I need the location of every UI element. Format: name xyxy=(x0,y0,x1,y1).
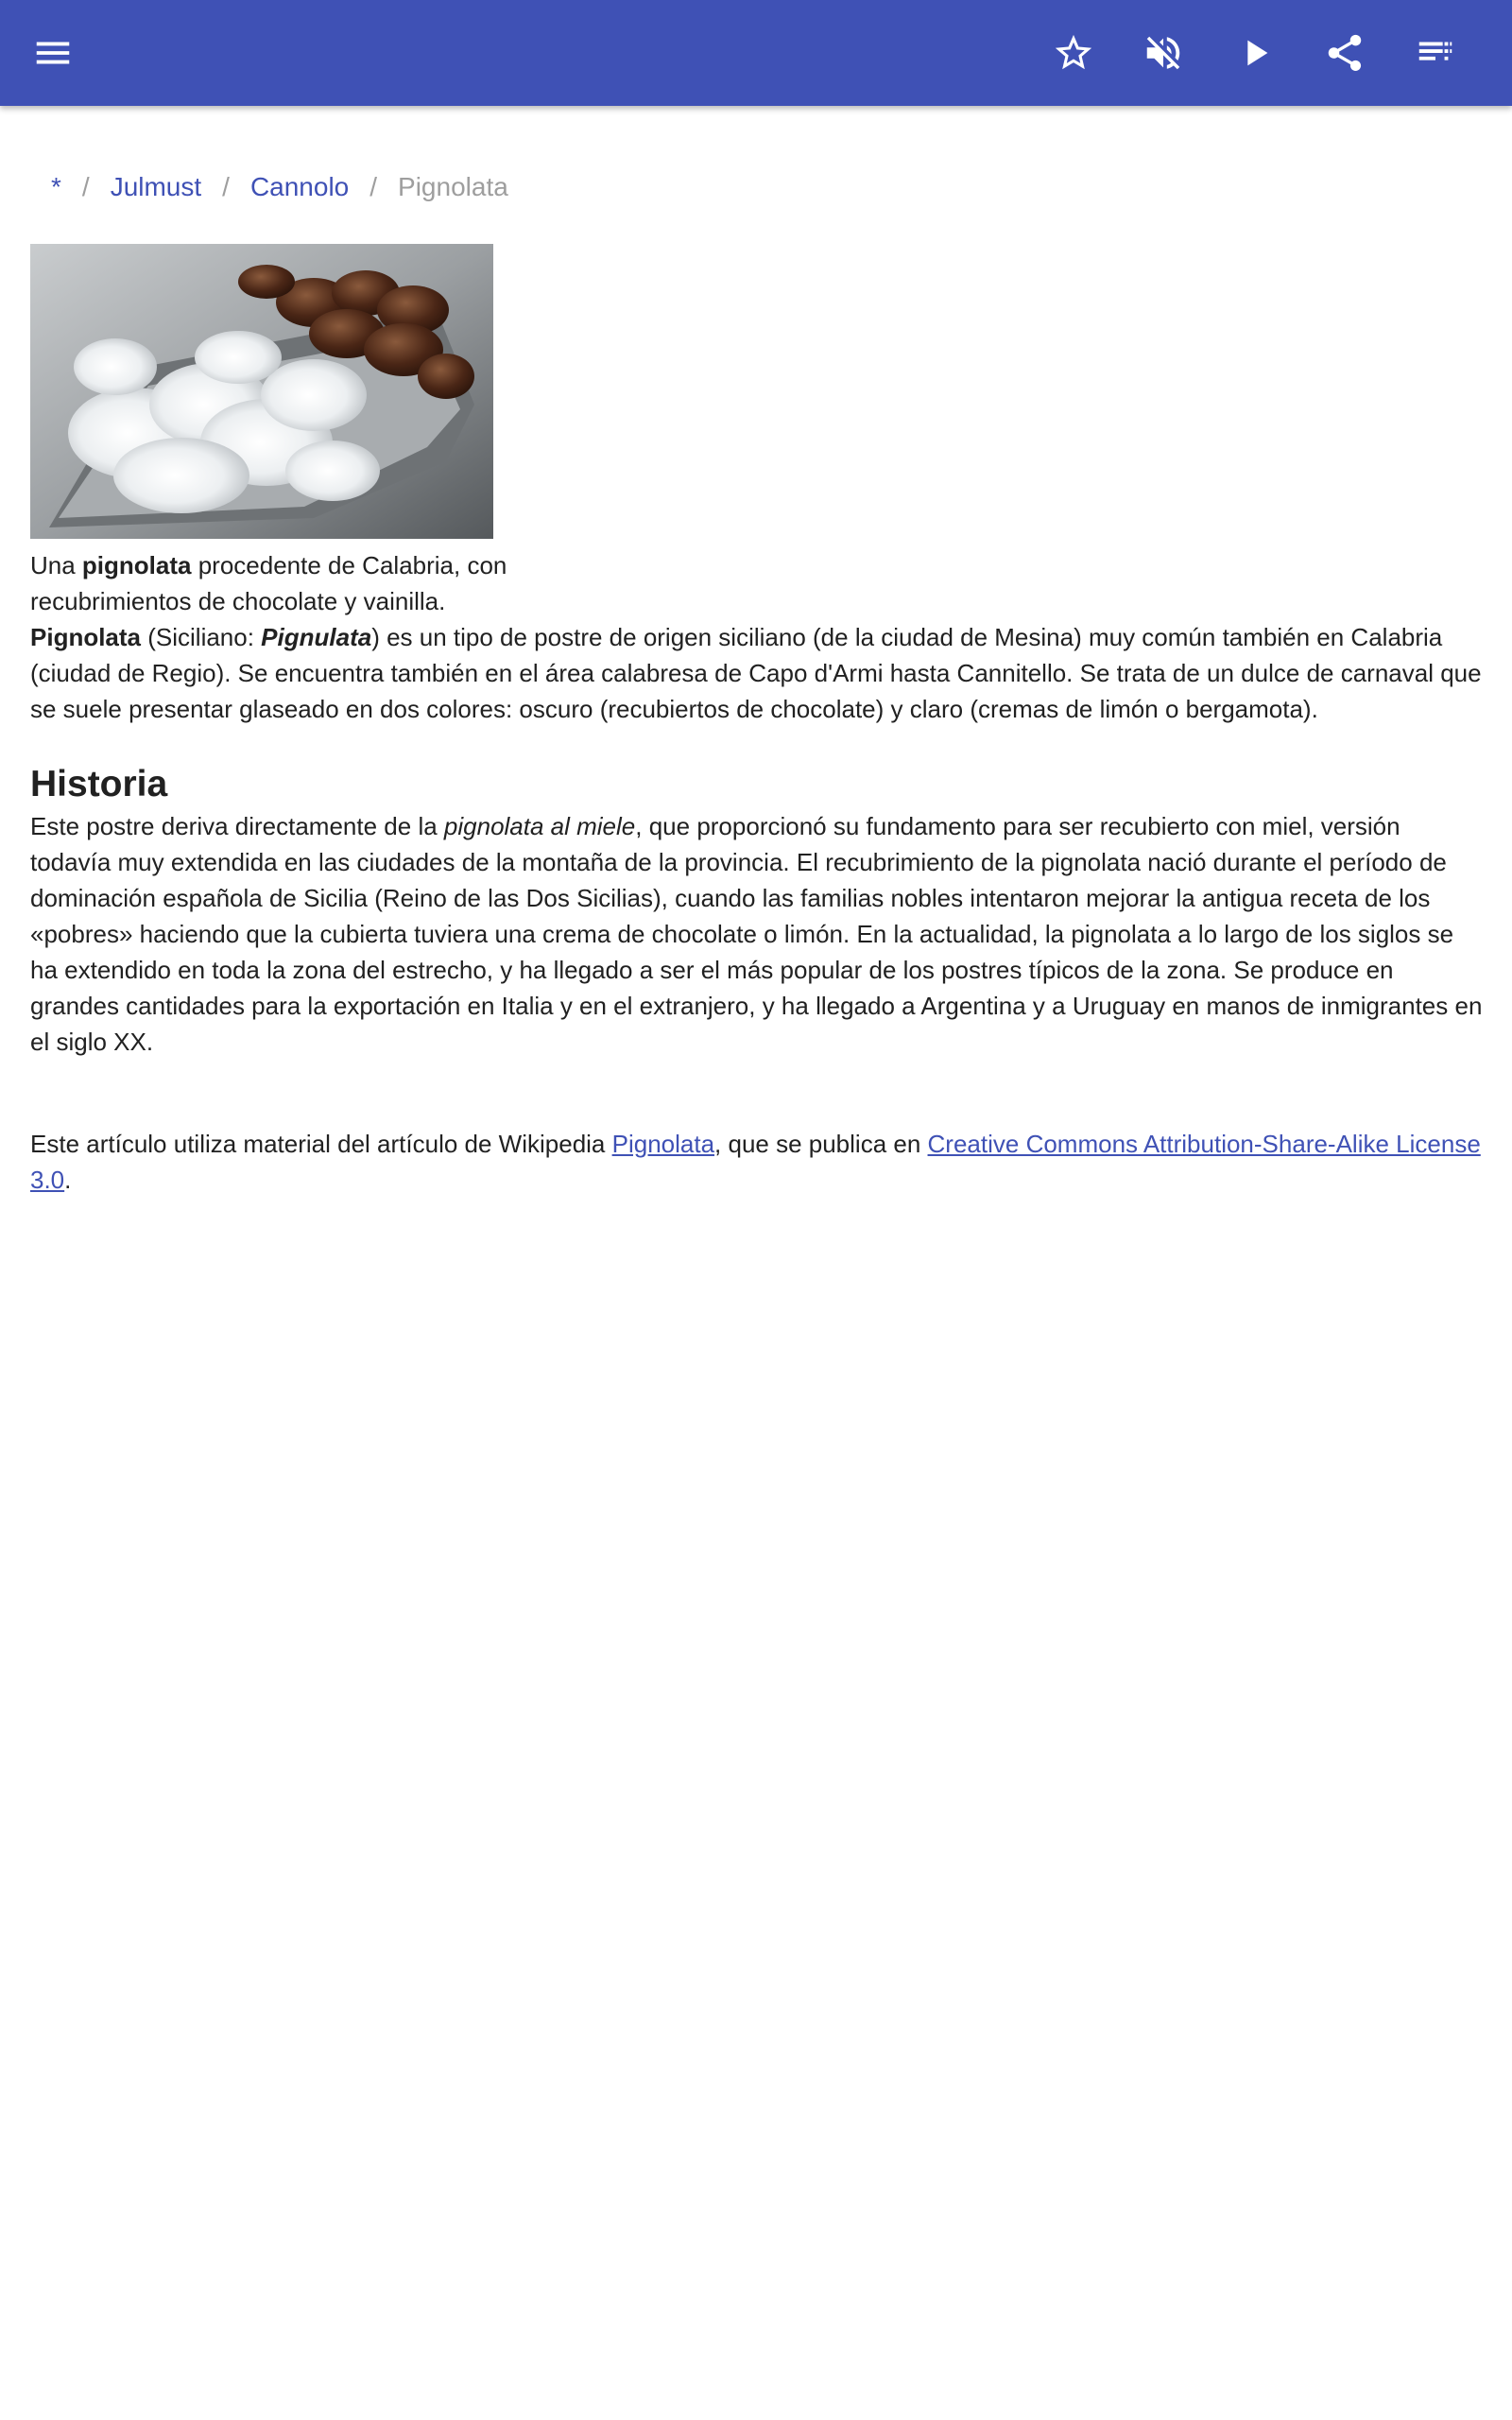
caption-text: procedente de Calabria, con recubrimientos de chocolate y vainilla. xyxy=(30,551,507,615)
image-caption xyxy=(30,547,522,619)
breadcrumb xyxy=(51,168,508,206)
wikipedia-source-link[interactable]: Pignolata xyxy=(611,1130,715,1158)
intro-text: (Siciliano: xyxy=(141,623,262,651)
intro-text: ) es un tipo de postre de origen siciliano (de la ciudad de Mesina) muy común también en Calabria (ciudad de Regio). Se encuentra también en el área calabresa de Capo d'Armi hasta Cannitello. Se trata de un dulce de carnaval que se suele presentar glaseado en dos colores: oscuro (recubiertos de chocolate) y claro (cremas de limón o bergamota). xyxy=(30,623,1482,723)
caption-bold-term: pignolata xyxy=(81,551,192,579)
attribution-text: . xyxy=(64,1166,72,1194)
pignolata-photo[interactable] xyxy=(30,244,493,539)
article-term: Pignolata xyxy=(30,623,142,651)
intro-paragraph xyxy=(30,619,1486,727)
historia-paragraph xyxy=(30,808,1486,1060)
volume-off-icon[interactable] xyxy=(1133,23,1194,83)
breadcrumb-item-cannolo[interactable]: Cannolo xyxy=(249,172,350,201)
breadcrumb-separator: / xyxy=(222,172,230,201)
breadcrumb-item-root[interactable]: * xyxy=(51,172,61,201)
caption-text: Una xyxy=(30,551,82,579)
breadcrumb-separator: / xyxy=(81,172,90,201)
breadcrumb-current: Pignolata xyxy=(398,172,508,201)
play-icon[interactable] xyxy=(1225,23,1285,83)
menu-icon[interactable] xyxy=(23,23,83,83)
breadcrumb-separator: / xyxy=(369,172,378,201)
app-bar xyxy=(0,0,1512,106)
sicilian-term: Pignulata xyxy=(261,623,372,651)
historia-text: , que proporcionó su fundamento para ser recubierto con miel, versión todavía muy extendida en las ciudades de la montaña de la provincia. El recubrimiento de la pignolata nació durante el período de dominación española de Sicilia (Reino de las Dos Sicilias), cuando las familias nobles intentaron mejorar la antigua receta de los «pobres» haciendo que la cubierta tuviera una crema de chocolate o limón. En la actualidad, la pignolata a lo largo de los siglos se ha extendido en toda la zona del estrecho, y ha llegado a ser el más popular de los postres típicos de la zona. Se produce en grandes cantidades para la exportación en Italia y en el extranjero, y ha llegado a Argentina y a Uruguay en manos de inmigrantes en el siglo XX. xyxy=(30,812,1483,1056)
license-link[interactable]: Creative Commons Attribution-Share-Alike License 3.0 xyxy=(30,1130,1481,1194)
historia-italic-term: pignolata al miele xyxy=(443,812,636,840)
attribution-paragraph xyxy=(30,1126,1486,1198)
section-heading-historia: Historia xyxy=(30,764,168,804)
attribution-text: Este artículo utiliza material del artículo de Wikipedia xyxy=(30,1130,612,1158)
share-icon[interactable] xyxy=(1314,23,1375,83)
playlist-icon[interactable] xyxy=(1405,23,1466,83)
breadcrumb-item-julmust[interactable]: Julmust xyxy=(110,172,202,201)
star-outline-icon[interactable] xyxy=(1043,23,1104,83)
historia-text: Este postre deriva directamente de la xyxy=(30,812,444,840)
article-content xyxy=(30,619,1486,1198)
attribution-text: , que se publica en xyxy=(714,1130,928,1158)
